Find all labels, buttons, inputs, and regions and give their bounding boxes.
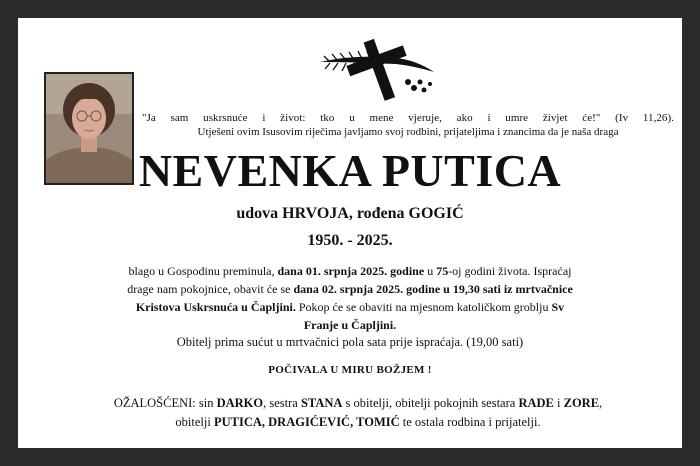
deceased-name: NEVENKA PUTICA xyxy=(138,145,562,196)
funeral-details xyxy=(118,262,582,334)
cross-with-palm-icon xyxy=(316,32,442,102)
text-span: , obitelji xyxy=(175,396,603,429)
text-span: u xyxy=(424,264,437,278)
text-span: OŽALOŠĆENI: sin xyxy=(113,396,217,410)
family-names: PUTICA, DRAGIĆEVIĆ, TOMIĆ xyxy=(213,415,400,429)
life-years: 1950. - 2025. xyxy=(307,232,393,249)
text-span: te ostala rodbina i prijatelji. xyxy=(399,415,541,429)
age: 75 xyxy=(436,264,449,278)
text-span: , sestra xyxy=(263,396,301,410)
condolence-info: Obitelj prima sućut u mrtvačnici pola sata prije ispraćaja. (19,00 sati) xyxy=(176,335,524,349)
mourners-list xyxy=(108,394,608,432)
farewell-time-place: dana 02. srpnja 2025. godine u 19,30 sati iz mrtvačnice Kristova Uskrsnuća u Čapljini. xyxy=(135,282,573,314)
text-span: blago u Gospodinu preminula, xyxy=(128,264,278,278)
obituary-notice xyxy=(18,18,682,448)
bible-quote: "Ja sam uskrsnuće i život: tko u mene vjeruje, ako i umre živjet će!" (Iv 11,26). xyxy=(142,112,674,124)
mourner-name: DARKO xyxy=(216,396,264,410)
text-span: -oj godini života. Ispraćaj drage nam pokojnice, obavit će se xyxy=(127,264,572,296)
rest-in-peace: POČIVALA U MIRU BOŽJEM ! xyxy=(268,364,432,376)
mourner-name: STANA xyxy=(300,396,343,410)
cemetery-name: Sv Franje u Čapljini. xyxy=(303,300,565,332)
text-span: Pokop će se obaviti na mjesnom katoličkom groblju xyxy=(295,300,552,314)
widow-maiden-name: udova HRVOJA, rođena GOGIĆ xyxy=(236,205,464,222)
mourner-name: RADE xyxy=(518,396,554,410)
text-span: s obitelji, obitelji pokojnih sestara xyxy=(342,396,519,410)
intro-text: Utješeni ovim Isusovim riječima javljamo svoj rodbini, prijateljima i znancima da je naša draga xyxy=(197,126,619,138)
text-span: i xyxy=(553,396,564,410)
death-date: dana 01. srpnja 2025. godine xyxy=(277,264,425,278)
mourner-name: ZORE xyxy=(563,396,600,410)
